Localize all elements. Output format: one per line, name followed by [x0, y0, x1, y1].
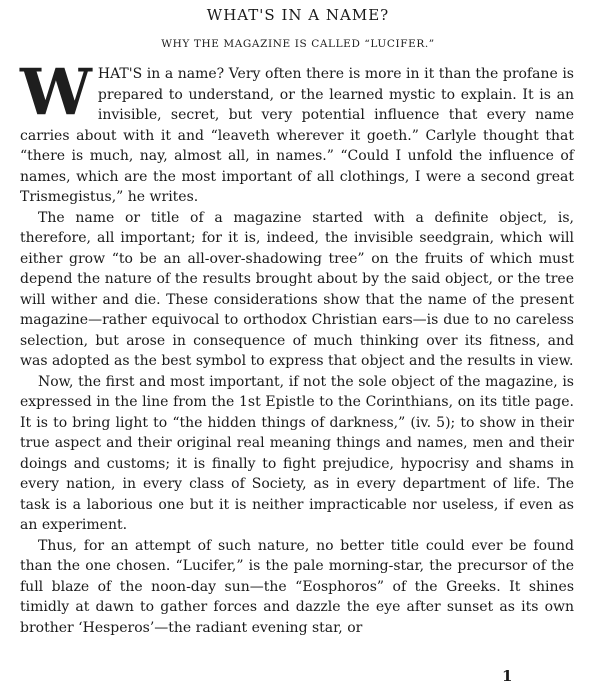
paragraph-1 [20, 55, 574, 208]
article-body [20, 55, 574, 638]
article-subtitle: WHY THE MAGAZINE IS CALLED “LUCIFER.” [161, 38, 435, 50]
article-title: WHAT'S IN A NAME? [206, 6, 390, 24]
paragraph-1-text: HAT'S in a name? Very often there is more in it than the profane is prepared to understand, or the learned mystic to explain. It is an invisible, secret, but very potential influence that every name carries about with it and “leaveth wherever it goeth.” Carlyle thought that “there is much, nay, almost all, in names.” “Could I unfold the influence of names, which are the most important of all clothings, I were a second great Trismegistus,” he writes. [20, 66, 574, 205]
paragraph-3: Now, the first and most important, if not the sole object of the magazine, is expressed in the line from the 1st Epistle to the Corinthians, on its title page. It is to bring light to “the hidden things of darkness,” (iv. 5); to show in their true aspect and their original real meaning things and names, men and their doings and customs; it is finally to fight prejudice, hypocrisy and shams in every nation, in every class of Society, as in every department of life. The task is a laborious one but it is neither impracticable nor useless, if even as an experiment. [20, 373, 574, 533]
paragraph-4: Thus, for an attempt of such nature, no better title could ever be found than the one chosen. “Lucifer,” is the pale morning-star, the precursor of the full blaze of the noon-day sun—the “Eosphoros” of the Greeks. It shines timidly at dawn to gather forces and dazzle the eye after sunset as its own brother ‘Hesperos’—the radiant evening star, or [20, 537, 574, 636]
drop-cap: W [20, 55, 92, 130]
page-number: 1 [502, 667, 513, 685]
paragraph-2: The name or title of a magazine started with a definite object, is, therefore, all important; for it is, indeed, the invisible seedgrain, which will either grow “to be an all-over-shadowing tree” on the fruits of which must depend the nature of the results brought about by the said object, or the tree will wither and die. These considerations show that the name of the present magazine—rather equivocal to orthodox Christian ears—is due to no careless selection, but arose in consequence of much thinking over its fitness, and was adopted as the best symbol to express that object and the results in view. [20, 209, 574, 369]
